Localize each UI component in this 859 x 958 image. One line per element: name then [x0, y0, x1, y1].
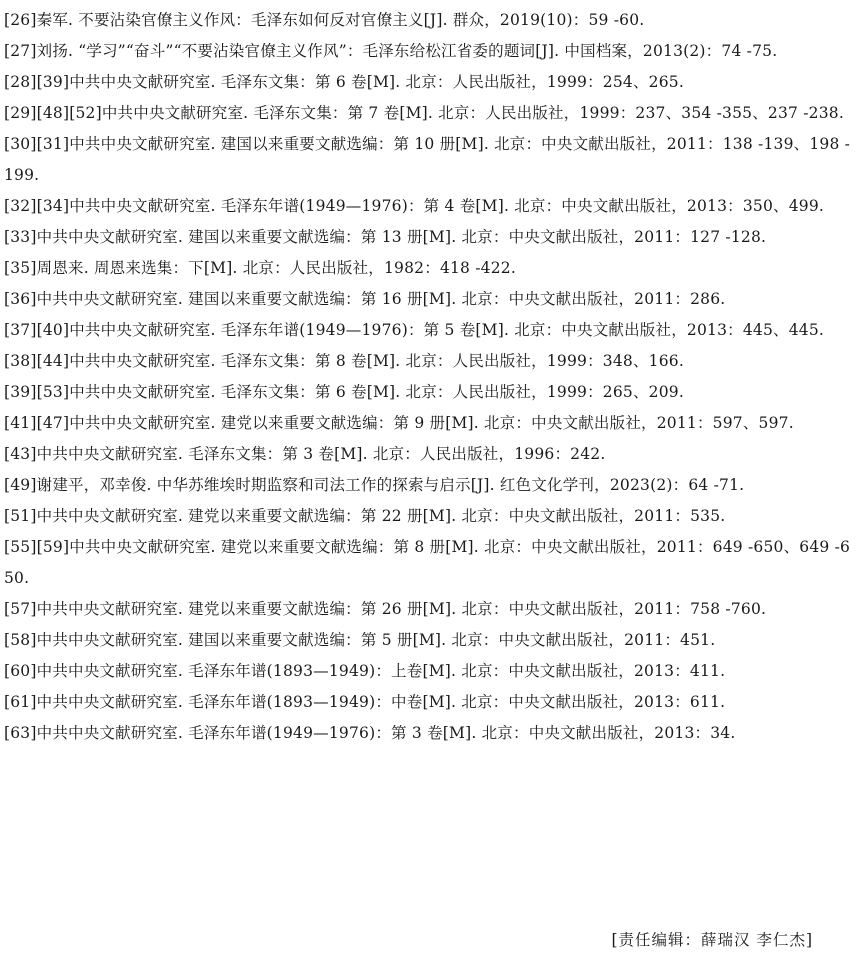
reference-item: [37][40]中共中央文献研究室. 毛泽东年谱(1949—1976)：第 5 卷[M]. 北京：中央文献出版社，2013：445、445.: [4, 321, 825, 339]
reference-item: [38][44]中共中央文献研究室. 毛泽东文集：第 8 卷[M]. 北京：人民出版社，1999：348、166.: [4, 352, 684, 370]
responsible-editor-note: [责任编辑：薛瑞汉 李仁杰]: [611, 931, 813, 949]
reference-item: [57]中共中央文献研究室. 建党以来重要文献选编：第 26 册[M]. 北京：中央文献出版社，2011：758 -760.: [4, 600, 767, 618]
reference-item: [55][59]中共中央文献研究室. 建党以来重要文献选编：第 8 册[M]. 北京：中央文献出版社，2011：649 -650、649 -650.: [4, 538, 851, 587]
reference-item: [35]周恩来. 周恩来选集：下[M]. 北京：人民出版社，1982：418 -422.: [4, 259, 516, 277]
reference-item: [29][48][52]中共中央文献研究室. 毛泽东文集：第 7 卷[M]. 北京：人民出版社，1999：237、354 -355、237 -238.: [4, 104, 844, 122]
reference-item: [58]中共中央文献研究室. 建国以来重要文献选编：第 5 册[M]. 北京：中央文献出版社，2011：451.: [4, 631, 716, 649]
reference-item: [30][31]中共中央文献研究室. 建国以来重要文献选编：第 10 册[M]. 北京：中央文献出版社，2011：138 -139、198 -199.: [4, 135, 851, 184]
reference-item: [60]中共中央文献研究室. 毛泽东年谱(1893—1949)：上卷[M]. 北京：中央文献出版社，2013：411.: [4, 662, 726, 680]
reference-item: [49]谢建平，邓幸俊. 中华苏维埃时期监察和司法工作的探索与启示[J]. 红色文化学刊，2023(2)：64 -71.: [4, 476, 745, 494]
reference-item: [28][39]中共中央文献研究室. 毛泽东文集：第 6 卷[M]. 北京：人民出版社，1999：254、265.: [4, 73, 684, 91]
reference-item: [26]秦军. 不要沾染官僚主义作风：毛泽东如何反对官僚主义[J]. 群众，2019(10)：59 -60.: [4, 11, 645, 29]
reference-item: [43]中共中央文献研究室. 毛泽东文集：第 3 卷[M]. 北京：人民出版社，1996：242.: [4, 445, 606, 463]
reference-item: [32][34]中共中央文献研究室. 毛泽东年谱(1949—1976)：第 4 卷[M]. 北京：中央文献出版社，2013：350、499.: [4, 197, 825, 215]
reference-item: [61]中共中央文献研究室. 毛泽东年谱(1893—1949)：中卷[M]. 北京：中央文献出版社，2013：611.: [4, 693, 726, 711]
reference-item: [33]中共中央文献研究室. 建国以来重要文献选编：第 13 册[M]. 北京：中央文献出版社，2011：127 -128.: [4, 228, 767, 246]
reference-item: [39][53]中共中央文献研究室. 毛泽东文集：第 6 卷[M]. 北京：人民出版社，1999：265、209.: [4, 383, 684, 401]
reference-item: [27]刘扬. “学习”“奋斗”“不要沾染官僚主义作风”：毛泽东给松江省委的题词[J]. 中国档案，2013(2)：74 -75.: [4, 42, 778, 60]
reference-item: [41][47]中共中央文献研究室. 建党以来重要文献选编：第 9 册[M]. 北京：中央文献出版社，2011：597、597.: [4, 414, 794, 432]
reference-item: [36]中共中央文献研究室. 建国以来重要文献选编：第 16 册[M]. 北京：中央文献出版社，2011：286.: [4, 290, 726, 308]
reference-item: [63]中共中央文献研究室. 毛泽东年谱(1949—1976)：第 3 卷[M]. 北京：中央文献出版社，2013：34.: [4, 724, 736, 742]
reference-item: [51]中共中央文献研究室. 建党以来重要文献选编：第 22 册[M]. 北京：中央文献出版社，2011：535.: [4, 507, 726, 525]
reference-list: [4, 5, 854, 749]
